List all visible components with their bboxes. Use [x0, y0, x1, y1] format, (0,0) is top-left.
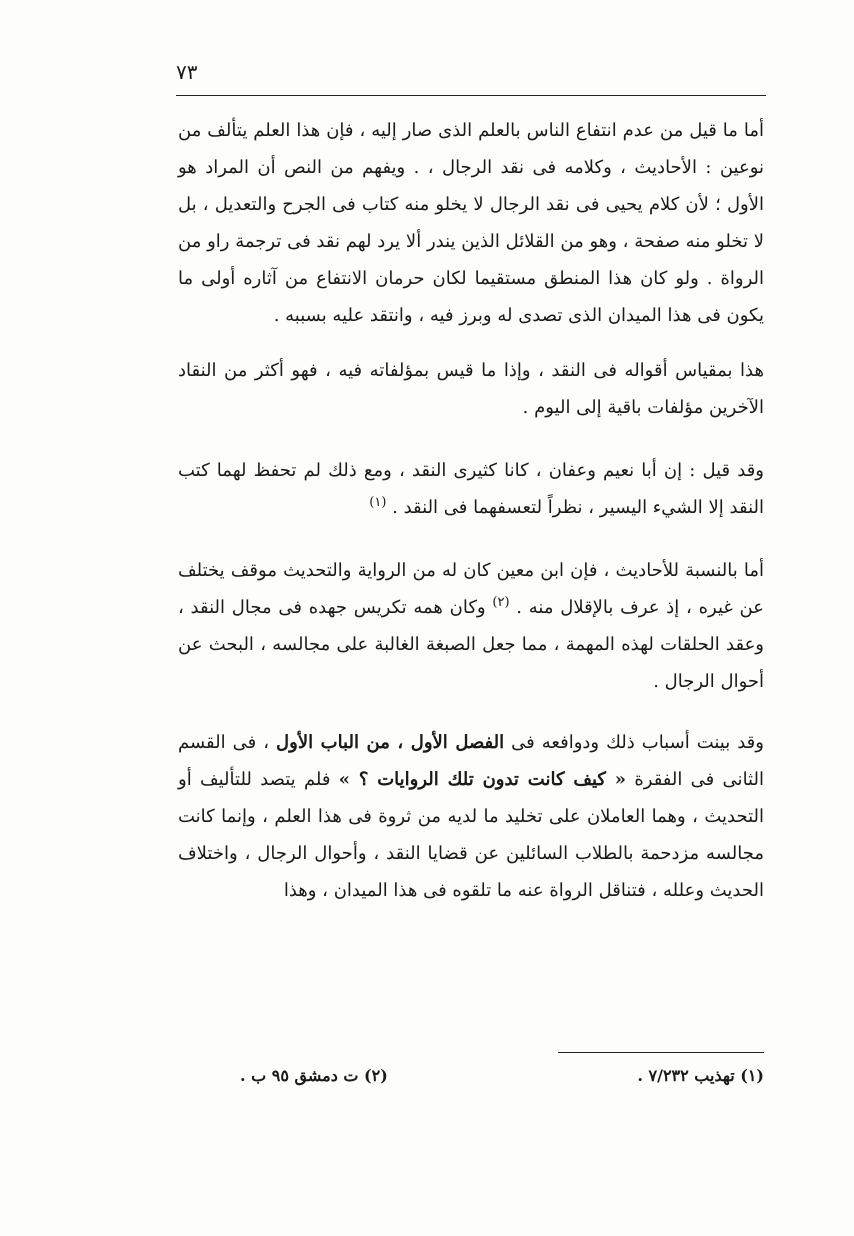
paragraph-2: هذا بمقياس أقواله فى النقد ، وإذا ما قيس بمؤلفاته فيه ، فهو أكثر من النقاد الآخرين مؤلفات باقية إلى اليوم .	[178, 360, 764, 418]
paragraph-5	[178, 724, 764, 909]
paragraph-4-text-b: وكان همه تكريس جهده فى مجال النقد ، وعقد الحلقات لهذه المهمة ، مما جعل الصبغة الغالبة على مجالسه ، البحث عن أحوال الرجال .	[178, 597, 764, 692]
paragraph-3	[178, 452, 764, 526]
footnote-ref-1: (١)	[369, 495, 387, 510]
footnote-2: (٢) ت دمشق ٩٥ ب .	[240, 1066, 388, 1085]
header-rule	[176, 95, 766, 96]
page-number: ٧٣	[176, 60, 198, 84]
paragraph-1: أما ما قيل من عدم انتفاع الناس بالعلم الذى صار إليه ، فإن هذا العلم يتألف من نوعين : الأحاديث ، وكلامه فى نقد الرجال ، . ويفهم من النص أن المراد هو الأول ؛ لأن كلام يحيى فى نقد الرجال لا يخلو منه كتاب فى الجرح والتعديل ، بل لا تخلو منه صفحة ، وهو من القلائل الذين يندر ألا يرد لهم نقد فى ترجمة راو من الرواة . ولو كان هذا المنطق مستقيما لكان حرمان الانتفاع من آثاره أولى ما يكون فى هذا الميدان الذى تصدى له وبرز فيه ، وانتقد عليه بسببه .	[178, 120, 764, 326]
paragraph-4	[178, 552, 764, 700]
main-text	[178, 112, 764, 929]
footnote-rule	[558, 1052, 764, 1053]
footnote-ref-2: (٢)	[492, 595, 510, 610]
paragraph-3-text: وقد قيل : إن أبا نعيم وعفان ، كانا كثيرى النقد ، ومع ذلك لم تحفظ لهما كتب النقد إلا الشيء اليسير ، نظراً لتعسفهما فى النقد .	[178, 460, 764, 518]
chapter-reference: الفصل الأول ، من الباب الأول	[276, 732, 505, 753]
footnote-1: (١) تهذيب ٧/٢٣٢ .	[637, 1066, 764, 1085]
section-title-reference: « كيف كانت تدون تلك الروايات ؟ »	[338, 769, 627, 790]
paragraph-5-text-b: ، فى القسم الثانى فى الفقرة	[178, 732, 764, 790]
paragraph-4-text-a: أما بالنسبة للأحاديث ، فإن ابن معين كان له من الرواية والتحديث موقف يختلف عن غيره ، إذ عرف بالإقلال منه .	[178, 560, 764, 618]
paragraph-5-text-a: وقد بينت أسباب ذلك ودوافعه فى	[511, 732, 764, 753]
paragraph-5-text-c: فلم يتصد للتأليف أو التحديث ، وهما العاملان على تخليد ما لديه من ثروة فى هذا العلم ، وإنما كانت مجالسه مزدحمة بالطلاب السائلين عن قضايا النقد ، وأحوال الرجال ، واختلاف الحديث وعلله ، فتناقل الرواة عنه ما تلقوه فى هذا الميدان ، وهذا	[178, 769, 764, 901]
footnotes	[240, 1066, 764, 1085]
